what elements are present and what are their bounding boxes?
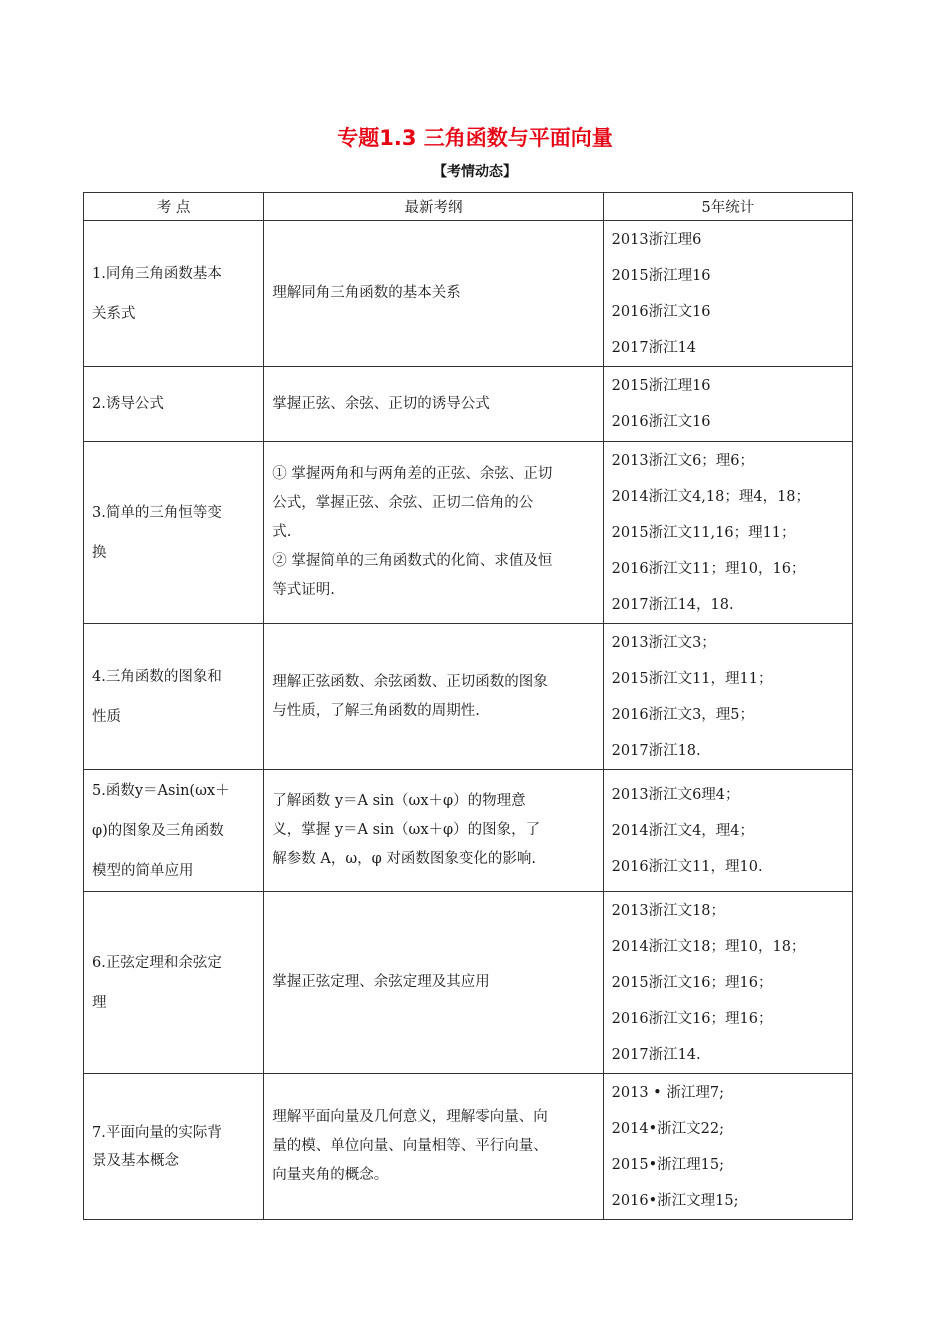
table-row <box>84 624 853 770</box>
section-label: 【考情动态】 <box>433 164 517 180</box>
stat-line: 2015•浙江理15; <box>611 1156 724 1173</box>
outline-text: 理解正弦函数、余弦函数、正切函数的图象 与性质，了解三角函数的周期性. <box>272 673 548 719</box>
outline-cell <box>264 1074 603 1220</box>
stat-line: 2014浙江文18；理10，18； <box>611 938 806 955</box>
header-stats: 5年统计 <box>603 193 852 221</box>
stat-line: 2014•浙江文22; <box>611 1120 724 1137</box>
outline-cell <box>264 442 603 624</box>
table-row <box>84 892 853 1074</box>
stat-line: 2017浙江14 <box>611 339 697 356</box>
page-title: 专题1.3 三角函数与平面向量 <box>337 126 613 150</box>
topic-cell <box>84 770 264 892</box>
topic-text: 6.正弦定理和余弦定 理 <box>92 954 222 1011</box>
stat-line: 2014浙江文4，理4； <box>611 822 755 839</box>
outline-text: 理解平面向量及几何意义，理解零向量、向 量的模、单位向量、向量相等、平行向量、 向量夹角的概念。 <box>272 1109 548 1183</box>
stat-line: 2015浙江文11，理11； <box>611 670 773 687</box>
topic-text: 7.平面向量的实际背 景及基本概念 <box>92 1124 222 1169</box>
topic-cell <box>84 892 264 1074</box>
outline-text: 理解同角三角函数的基本关系 <box>272 285 461 301</box>
stats-cell <box>603 367 852 442</box>
stat-line: 2013 • 浙江理7; <box>611 1084 724 1101</box>
table-row <box>84 221 853 367</box>
stat-line: 2016浙江文11；理10，16； <box>611 560 806 577</box>
topic-text: 1.同角三角函数基本 关系式 <box>92 265 222 322</box>
stat-line: 2015浙江理16 <box>611 267 711 284</box>
stat-line: 2013浙江文6；理6； <box>611 452 755 469</box>
stat-line: 2013浙江文6理4； <box>611 786 740 803</box>
stat-line: 2016浙江文16 <box>611 303 711 320</box>
stats-cell <box>603 1074 852 1220</box>
outline-cell <box>264 892 603 1074</box>
stat-line: 2015浙江文11,16；理11； <box>611 524 796 541</box>
stats-cell <box>603 892 852 1074</box>
exam-analysis-table <box>83 192 853 1220</box>
outline-cell <box>264 624 603 770</box>
table-header-row <box>84 193 853 221</box>
stat-line: 2014浙江文4,18；理4，18； <box>611 488 811 505</box>
topic-cell <box>84 367 264 442</box>
stat-line: 2016浙江文3，理5； <box>611 706 755 723</box>
stat-line: 2015浙江理16 <box>611 378 711 394</box>
topic-cell <box>84 1074 264 1220</box>
outline-cell <box>264 367 603 442</box>
stat-line: 2013浙江文18； <box>611 902 726 919</box>
stat-line: 2016•浙江文理15; <box>611 1192 739 1209</box>
topic-text: 3.简单的三角恒等变 换 <box>92 504 222 561</box>
stat-line: 2016浙江文16 <box>611 414 711 430</box>
stat-line: 2016浙江文11，理10. <box>611 858 763 875</box>
header-topic: 考 点 <box>84 193 264 221</box>
outline-text: ① 掌握两角和与两角差的正弦、余弦、正切 公式，掌握正弦、余弦、正切二倍角的公 式. ② 掌握简单的三角函数式的化简、求值及恒 等式证明. <box>272 466 553 598</box>
outline-text: 掌握正弦、余弦、正切的诱导公式 <box>272 395 490 412</box>
stat-line: 2017浙江14. <box>611 1046 701 1063</box>
stat-line: 2013浙江文3； <box>611 634 716 651</box>
outline-text: 了解函数 y＝A sin（ωx＋φ）的物理意 义，掌握 y＝A sin（ωx＋φ）的图象，了 解参数 A，ω，φ 对函数图象变化的影响. <box>272 793 541 867</box>
outline-cell <box>264 770 603 892</box>
topic-text: 2.诱导公式 <box>92 396 164 412</box>
topic-text: 5.函数y＝Asin(ωx＋ φ)的图象及三角函数 模型的简单应用 <box>92 782 230 879</box>
topic-text: 4.三角函数的图象和 性质 <box>92 668 222 725</box>
stats-cell <box>603 221 852 367</box>
topic-cell <box>84 442 264 624</box>
stats-cell <box>603 624 852 770</box>
stat-line: 2013浙江理6 <box>611 231 702 248</box>
table-row <box>84 367 853 442</box>
stat-line: 2015浙江文16；理16； <box>611 974 773 991</box>
outline-text: 掌握正弦定理、余弦定理及其应用 <box>272 974 490 990</box>
table-row <box>84 770 853 892</box>
table-row <box>84 1074 853 1220</box>
stat-line: 2016浙江文16；理16； <box>611 1010 773 1027</box>
outline-cell <box>264 221 603 367</box>
stats-cell <box>603 442 852 624</box>
topic-cell <box>84 624 264 770</box>
stats-cell <box>603 770 852 892</box>
stat-line: 2017浙江14，18. <box>611 596 734 613</box>
topic-cell <box>84 221 264 367</box>
table-row <box>84 442 853 624</box>
header-outline: 最新考纲 <box>264 193 603 221</box>
stat-line: 2017浙江18. <box>611 742 701 759</box>
